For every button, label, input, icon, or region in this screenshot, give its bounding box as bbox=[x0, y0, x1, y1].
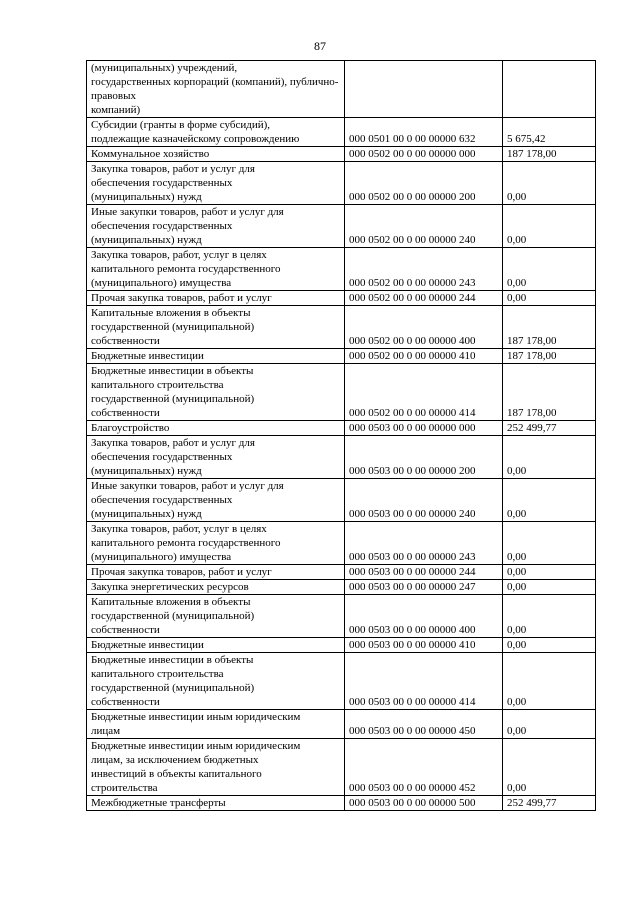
row-name-line: Бюджетные инвестиции в объекты bbox=[91, 654, 254, 666]
row-name-line: (муниципальных) учреждений, bbox=[91, 62, 238, 74]
row-name-line: капитального строительства bbox=[91, 668, 224, 680]
row-name-line: компаний) bbox=[91, 104, 141, 116]
amount-cell: 0,00 bbox=[503, 565, 596, 580]
amount-cell: 0,00 bbox=[503, 205, 596, 248]
table-row bbox=[87, 421, 596, 436]
item-name-cell bbox=[87, 580, 345, 595]
table-row bbox=[87, 710, 596, 739]
amount-cell: 0,00 bbox=[503, 479, 596, 522]
budget-code-cell: 000 0503 00 0 00 00000 240 bbox=[345, 479, 503, 522]
row-name-line: Бюджетные инвестиции иным юридическим bbox=[91, 740, 301, 752]
item-name-cell bbox=[87, 349, 345, 364]
row-name-line: инвестиций в объекты капитального bbox=[91, 768, 262, 780]
item-name-cell bbox=[87, 522, 345, 565]
row-name-line: Иные закупки товаров, работ и услуг для bbox=[91, 206, 284, 218]
row-name-line: лицам bbox=[91, 725, 121, 737]
budget-code-cell: 000 0502 00 0 00 00000 200 bbox=[345, 162, 503, 205]
row-name-line: лицам, за исключением бюджетных bbox=[91, 754, 259, 766]
amount-cell: 0,00 bbox=[503, 595, 596, 638]
item-name-cell bbox=[87, 364, 345, 421]
row-name-line: Прочая закупка товаров, работ и услуг bbox=[91, 566, 272, 578]
budget-code-cell: 000 0502 00 0 00 00000 240 bbox=[345, 205, 503, 248]
row-name-line: Бюджетные инвестиции bbox=[91, 639, 204, 651]
row-name-line: Благоустройство bbox=[91, 422, 170, 434]
budget-code-cell: 000 0502 00 0 00 00000 243 bbox=[345, 248, 503, 291]
amount-cell: 0,00 bbox=[503, 522, 596, 565]
amount-cell: 0,00 bbox=[503, 436, 596, 479]
row-name-line: государственной (муниципальной) bbox=[91, 321, 255, 333]
item-name-cell bbox=[87, 421, 345, 436]
amount-cell: 0,00 bbox=[503, 162, 596, 205]
row-name-line: Закупка товаров, работ, услуг в целях bbox=[91, 523, 267, 535]
budget-code-cell: 000 0503 00 0 00 00000 414 bbox=[345, 653, 503, 710]
budget-code-cell: 000 0503 00 0 00 00000 200 bbox=[345, 436, 503, 479]
table-row bbox=[87, 248, 596, 291]
item-name-cell bbox=[87, 739, 345, 796]
budget-table-body bbox=[87, 61, 596, 811]
budget-code-cell: 000 0502 00 0 00 00000 244 bbox=[345, 291, 503, 306]
page-number: 87 bbox=[314, 39, 326, 53]
budget-code-cell: 000 0502 00 0 00 00000 414 bbox=[345, 364, 503, 421]
budget-code-cell: 000 0503 00 0 00 00000 244 bbox=[345, 565, 503, 580]
row-name-line: Бюджетные инвестиции иным юридическим bbox=[91, 711, 301, 723]
budget-table bbox=[86, 60, 596, 811]
amount-cell: 0,00 bbox=[503, 653, 596, 710]
row-name-line: Капитальные вложения в объекты bbox=[91, 307, 251, 319]
row-name-line: Прочая закупка товаров, работ и услуг bbox=[91, 292, 272, 304]
amount-cell: 0,00 bbox=[503, 638, 596, 653]
item-name-cell bbox=[87, 248, 345, 291]
table-row bbox=[87, 595, 596, 638]
row-name-line: собственности bbox=[91, 696, 160, 708]
row-name-line: обеспечения государственных bbox=[91, 220, 233, 232]
row-name-line: Межбюджетные трансферты bbox=[91, 797, 226, 809]
table-row bbox=[87, 147, 596, 162]
row-name-line: (муниципального) имущества bbox=[91, 551, 232, 563]
table-row bbox=[87, 565, 596, 580]
table-row bbox=[87, 118, 596, 147]
row-name-line: капитального строительства bbox=[91, 379, 224, 391]
table-row bbox=[87, 364, 596, 421]
budget-code-cell: 000 0502 00 0 00 00000 000 bbox=[345, 147, 503, 162]
amount-cell: 187 178,00 bbox=[503, 349, 596, 364]
item-name-cell bbox=[87, 205, 345, 248]
row-name-line: Бюджетные инвестиции в объекты bbox=[91, 365, 254, 377]
table-row bbox=[87, 205, 596, 248]
row-name-line: государственных корпораций (компаний), публично-правовых bbox=[91, 76, 339, 102]
item-name-cell bbox=[87, 710, 345, 739]
row-name-line: (муниципальных) нужд bbox=[91, 508, 202, 520]
row-name-line: Закупка энергетических ресурсов bbox=[91, 581, 249, 593]
budget-code-cell: 000 0503 00 0 00 00000 410 bbox=[345, 638, 503, 653]
budget-code-cell: 000 0502 00 0 00 00000 400 bbox=[345, 306, 503, 349]
item-name-cell bbox=[87, 653, 345, 710]
item-name-cell bbox=[87, 796, 345, 811]
item-name-cell bbox=[87, 162, 345, 205]
row-name-line: (муниципальных) нужд bbox=[91, 234, 202, 246]
table-row bbox=[87, 522, 596, 565]
table-row bbox=[87, 291, 596, 306]
row-name-line: (муниципальных) нужд bbox=[91, 191, 202, 203]
item-name-cell bbox=[87, 61, 345, 118]
row-name-line: Субсидии (гранты в форме субсидий), bbox=[91, 119, 271, 131]
table-row bbox=[87, 580, 596, 595]
table-row bbox=[87, 436, 596, 479]
row-name-line: государственной (муниципальной) bbox=[91, 393, 255, 405]
item-name-cell bbox=[87, 479, 345, 522]
amount-cell: 252 499,77 bbox=[503, 421, 596, 436]
budget-code-cell: 000 0503 00 0 00 00000 500 bbox=[345, 796, 503, 811]
amount-cell: 0,00 bbox=[503, 291, 596, 306]
budget-code-cell bbox=[345, 61, 503, 118]
amount-cell: 0,00 bbox=[503, 248, 596, 291]
amount-cell: 5 675,42 bbox=[503, 118, 596, 147]
table-row bbox=[87, 796, 596, 811]
row-name-line: Бюджетные инвестиции bbox=[91, 350, 204, 362]
budget-code-cell: 000 0503 00 0 00 00000 450 bbox=[345, 710, 503, 739]
row-name-line: государственной (муниципальной) bbox=[91, 610, 255, 622]
row-name-line: государственной (муниципальной) bbox=[91, 682, 255, 694]
table-row bbox=[87, 739, 596, 796]
row-name-line: Коммунальное хозяйство bbox=[91, 148, 210, 160]
table-row bbox=[87, 61, 596, 118]
item-name-cell bbox=[87, 147, 345, 162]
row-name-line: обеспечения государственных bbox=[91, 177, 233, 189]
budget-code-cell: 000 0503 00 0 00 00000 000 bbox=[345, 421, 503, 436]
table-row bbox=[87, 306, 596, 349]
amount-cell: 0,00 bbox=[503, 580, 596, 595]
row-name-line: строительства bbox=[91, 782, 158, 794]
budget-code-cell: 000 0501 00 0 00 00000 632 bbox=[345, 118, 503, 147]
amount-cell: 0,00 bbox=[503, 710, 596, 739]
item-name-cell bbox=[87, 638, 345, 653]
row-name-line: капитального ремонта государственного bbox=[91, 537, 281, 549]
row-name-line: подлежащие казначейскому сопровождению bbox=[91, 133, 300, 145]
budget-code-cell: 000 0503 00 0 00 00000 452 bbox=[345, 739, 503, 796]
budget-code-cell: 000 0502 00 0 00 00000 410 bbox=[345, 349, 503, 364]
row-name-line: капитального ремонта государственного bbox=[91, 263, 281, 275]
item-name-cell bbox=[87, 436, 345, 479]
row-name-line: собственности bbox=[91, 335, 160, 347]
item-name-cell bbox=[87, 595, 345, 638]
row-name-line: (муниципального) имущества bbox=[91, 277, 232, 289]
amount-cell bbox=[503, 61, 596, 118]
amount-cell: 187 178,00 bbox=[503, 306, 596, 349]
table-row bbox=[87, 162, 596, 205]
table-row bbox=[87, 638, 596, 653]
row-name-line: Закупка товаров, работ, услуг в целях bbox=[91, 249, 267, 261]
amount-cell: 187 178,00 bbox=[503, 147, 596, 162]
row-name-line: Закупка товаров, работ и услуг для bbox=[91, 437, 255, 449]
table-row bbox=[87, 653, 596, 710]
row-name-line: собственности bbox=[91, 624, 160, 636]
amount-cell: 187 178,00 bbox=[503, 364, 596, 421]
table-row bbox=[87, 349, 596, 364]
table-row bbox=[87, 479, 596, 522]
budget-code-cell: 000 0503 00 0 00 00000 243 bbox=[345, 522, 503, 565]
row-name-line: обеспечения государственных bbox=[91, 494, 233, 506]
row-name-line: (муниципальных) нужд bbox=[91, 465, 202, 477]
budget-code-cell: 000 0503 00 0 00 00000 247 bbox=[345, 580, 503, 595]
item-name-cell bbox=[87, 565, 345, 580]
row-name-line: Закупка товаров, работ и услуг для bbox=[91, 163, 255, 175]
row-name-line: обеспечения государственных bbox=[91, 451, 233, 463]
row-name-line: собственности bbox=[91, 407, 160, 419]
item-name-cell bbox=[87, 306, 345, 349]
amount-cell: 0,00 bbox=[503, 739, 596, 796]
item-name-cell bbox=[87, 118, 345, 147]
amount-cell: 252 499,77 bbox=[503, 796, 596, 811]
item-name-cell bbox=[87, 291, 345, 306]
row-name-line: Иные закупки товаров, работ и услуг для bbox=[91, 480, 284, 492]
budget-code-cell: 000 0503 00 0 00 00000 400 bbox=[345, 595, 503, 638]
row-name-line: Капитальные вложения в объекты bbox=[91, 596, 251, 608]
